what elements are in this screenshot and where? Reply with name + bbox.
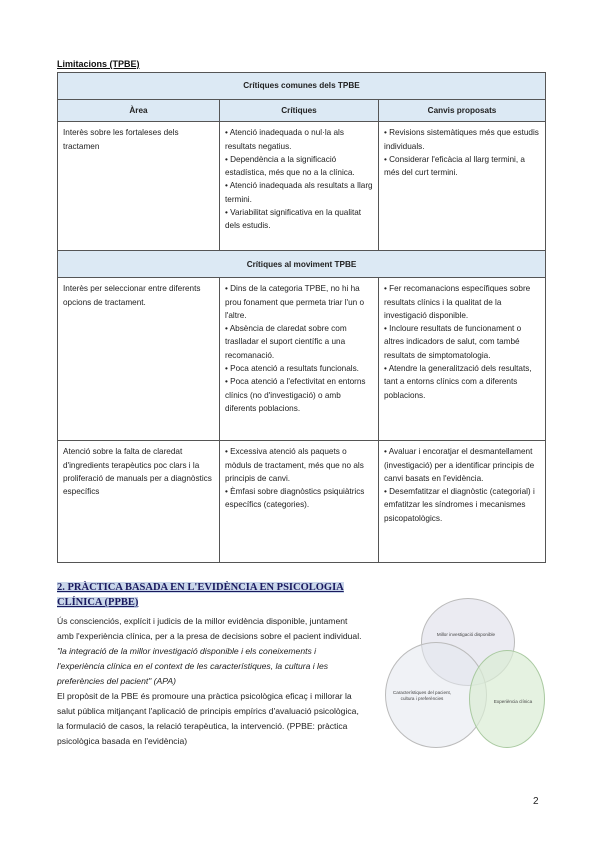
row3-area-text: Atenció sobre la falta de claredat d'ingredients terapèutics poc clars i la proliferació de manuals per a diagnòstics específics xyxy=(63,447,212,497)
list-item: • Èmfasi sobre diagnòstics psiquiàtrics específics (categories). xyxy=(225,487,365,510)
list-item: • Incloure resultats de funcionament o altres indicadors de salut, com també resultats de simptomatologia. xyxy=(384,324,522,360)
list-item: • Fer recomanacions específiques sobre resultats clínics i la qualitat de la investigació disponible. xyxy=(384,284,531,320)
quote-source: (APA) xyxy=(151,676,176,686)
section-heading xyxy=(57,580,357,610)
table-row xyxy=(58,441,546,563)
list-item: • Atenció inadequada o nul·la als resultats negatius. xyxy=(225,128,344,151)
apa-quote xyxy=(57,644,365,689)
list-item: • Atenció inadequada als resultats a llarg termini. xyxy=(225,181,373,204)
critiques-table xyxy=(57,72,546,563)
venn-diagram xyxy=(385,598,545,756)
list-item: • Absència de claredat sobre com traslladar el suport científic a una recomanació. xyxy=(225,324,347,360)
column-header-canvis: Canvis proposats xyxy=(379,100,546,122)
page-number: 2 xyxy=(533,796,539,807)
table-row xyxy=(58,122,546,251)
row3-critiques xyxy=(220,441,379,563)
venn-label-patient: Característiques del pacient, cultura i preferències xyxy=(392,690,452,701)
row3-canvis xyxy=(379,441,546,563)
table-row xyxy=(58,278,546,441)
row2-critiques xyxy=(220,278,379,441)
list-item: • Variabilitat significativa en la qualitat dels estudis. xyxy=(225,208,362,231)
row1-area xyxy=(58,122,220,251)
row1-area-text: Interès sobre les fortaleses dels tractamen xyxy=(63,128,179,151)
row2-area-text: Interès per seleccionar entre diferents opcions de tractament. xyxy=(63,284,201,307)
list-item: • Revisions sistemàtiques més que estudis individuals. xyxy=(384,128,539,151)
list-item: • Poca atenció a resultats funcionals. xyxy=(225,364,359,374)
list-item: • Considerar l'eficàcia al llarg termini, a més del curt termini. xyxy=(384,154,525,178)
row1-critiques xyxy=(220,122,379,251)
list-item: • Dins de la categoria TPBE, no hi ha prou fonament que permeta triar l'un o l'altre. xyxy=(225,284,365,320)
row2-area xyxy=(58,278,220,441)
list-item: • Atendre la generalització dels resultats, tant a entorns clínics com a diferents poblacions. xyxy=(384,364,532,400)
table-band-movement: Crítiques al moviment TPBE xyxy=(58,251,546,278)
venn-label-clinical: Experiència clínica xyxy=(493,699,533,704)
row3-area xyxy=(58,441,220,563)
list-item: • Excessiva atenció als paquets o mòduls de tractament, més que no als principis de canvi. xyxy=(225,447,364,483)
definition-paragraph: Ús conscienciós, explícit i judicis de la millor evidència disponible, juntament amb l'experiència clínica, per a la presa de decisions sobre el pacient individual. xyxy=(57,616,362,641)
section-heading-line1: 2. PRÀCTICA BASADA EN L'EVIDÈNCIA EN PSICOLOGIA xyxy=(57,582,344,593)
venn-label-research: Millor investigació disponible xyxy=(436,632,496,637)
list-item: • Avaluar i encoratjar el desmantellament (investigació) per a identificar principis de canvi basats en l'evidència. xyxy=(384,447,535,483)
section-body xyxy=(57,614,365,749)
row2-canvis xyxy=(379,278,546,441)
column-header-critiques: Crítiques xyxy=(220,100,379,122)
list-item: • Dependència a la significació estadística, més que no a la clínica. xyxy=(225,154,355,178)
table-band-common: Crítiques comunes dels TPBE xyxy=(58,73,546,100)
list-item: • Poca atenció a l'efectivitat en entorns clínics (no d'investigació) o amb diferents poblacions. xyxy=(225,377,366,413)
section-label: Limitacions (TPBE) xyxy=(57,59,140,69)
section-heading-line2: CLÍNICA (PPBE) xyxy=(57,597,139,608)
quote-text: "la integració de la millor investigació disponible i els coneixements i l'experiència clínica en el context de les característiques, la cultura i les preferències del pacient" xyxy=(57,646,329,686)
row1-canvis xyxy=(379,122,546,251)
list-item: • Desemfatitzar el diagnòstic (categorial) i emfatitzar les síndromes i mecanismes psicopatològics. xyxy=(384,487,535,523)
column-header-area: Àrea xyxy=(58,100,220,122)
purpose-paragraph: El propòsit de la PBE és promoure una pràctica psicològica eficaç i millorar la salut pública mitjançant l'aplicació de principis empírics d'avaluació psicològica, la formulació de casos, la relació terapèutica, la intervenció. (PPBE: pràctica psicològica basada en l'evidència) xyxy=(57,691,359,746)
